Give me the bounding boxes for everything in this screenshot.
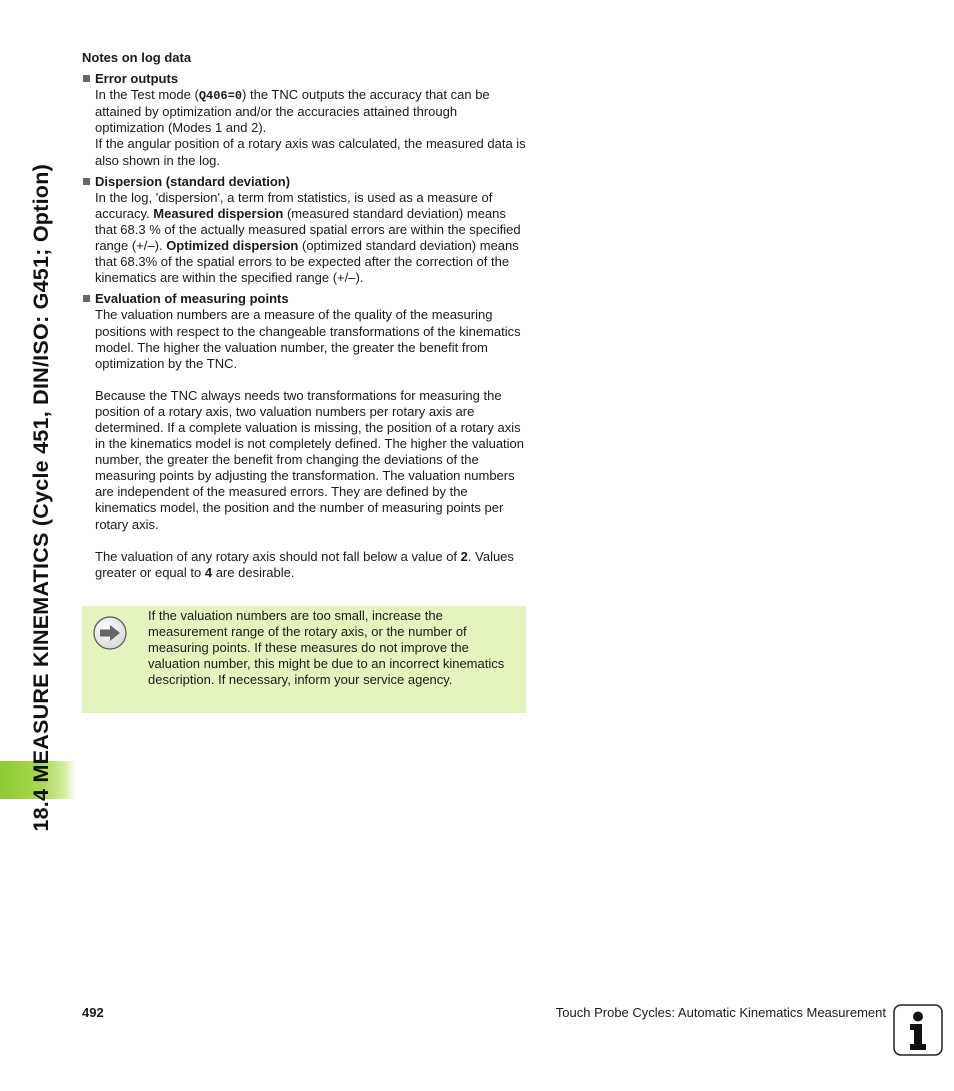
bullet-error-outputs-title: Error outputs xyxy=(82,71,526,87)
chapter-side-title xyxy=(28,52,54,832)
evaluation-paragraph-2: Because the TNC always needs two transformations for measuring the position of a rotary axis, two valuation numbers per rotary axis are determined. If a complete valuation is missing, the position of a rotary axis in the kinematics model is not completely defined. The higher the valuation number, the greater the benefit from changing the deviations of the measuring points by adjusting the transformation. The valuation numbers are independent of the measured errors. They are defined by the kinematics model, the position and the number of measuring points per rotary axis. xyxy=(95,387,525,532)
main-content xyxy=(82,50,526,581)
text-run: (measured standard deviation) means that 68.3 % of the actually measured spatial errors are within the specified range (+/–). xyxy=(95,205,521,254)
page-number: 492 xyxy=(82,1005,104,1020)
text-run: . Values greater or equal to xyxy=(95,548,514,580)
paragraph-gap xyxy=(95,372,526,388)
bullet-evaluation-body xyxy=(82,307,526,580)
evaluation-paragraph-3 xyxy=(95,549,526,581)
section-heading: Notes on log data xyxy=(82,50,192,65)
bold-term: Measured dispersion xyxy=(153,205,284,221)
evaluation-paragraph-1: The valuation numbers are a measure of the quality of the measuring positions with respect to the changeable transformations of the kinematics model. The higher the valuation number, the greater the benefit from optimization by the TNC. xyxy=(95,307,521,371)
info-icon xyxy=(893,1004,943,1056)
bold-value: 4 xyxy=(204,564,213,580)
text-run: In the Test mode ( xyxy=(95,87,199,103)
bullet-dispersion-body xyxy=(82,190,526,287)
parameter-code: Q406=0 xyxy=(198,89,243,104)
dispersion-paragraph xyxy=(95,190,526,287)
error-outputs-paragraph-2: If the angular position of a rotary axis was calculated, the measured data is also shown in the log. xyxy=(95,136,526,168)
bullet-evaluation-title: Evaluation of measuring points xyxy=(82,291,526,307)
book-title: Touch Probe Cycles: Automatic Kinematics Measurement xyxy=(555,1005,886,1020)
error-outputs-paragraph-1 xyxy=(95,87,526,136)
text-run: are desirable. xyxy=(212,564,295,580)
note-box xyxy=(82,606,526,713)
bullet-dispersion-title: Dispersion (standard deviation) xyxy=(82,174,526,190)
text-run: ) the TNC outputs the accuracy that can be attained by optimization and/or the accuracies attained through optimization (Modes 1 and 2). xyxy=(95,87,490,136)
text-run: In the log, 'dispersion', a term from statistics, is used as a measure of accuracy. xyxy=(95,189,493,221)
paragraph-gap xyxy=(95,533,526,549)
bold-term: Optimized dispersion xyxy=(166,238,299,254)
text-run: (optimized standard deviation) means that 68.3% of the spatial errors to be expected after the correction of the kinematics are within the specified range (+/–). xyxy=(95,238,519,286)
arrow-right-icon xyxy=(93,616,127,650)
bullet-error-outputs-body xyxy=(82,87,526,168)
bold-value: 2 xyxy=(460,548,468,564)
text-run: The valuation of any rotary axis should not fall below a value of xyxy=(95,548,461,564)
chapter-side-title-text: 18.4 MEASURE KINEMATICS (Cycle 451, DIN/ISO: G451; Option) xyxy=(28,164,53,832)
note-text: If the valuation numbers are too small, increase the measurement range of the rotary axis, or the number of measuring points. If these measures do not improve the valuation number, this might be due to an incorrect kinematics description. If necessary, inform your service agency. xyxy=(148,608,505,688)
